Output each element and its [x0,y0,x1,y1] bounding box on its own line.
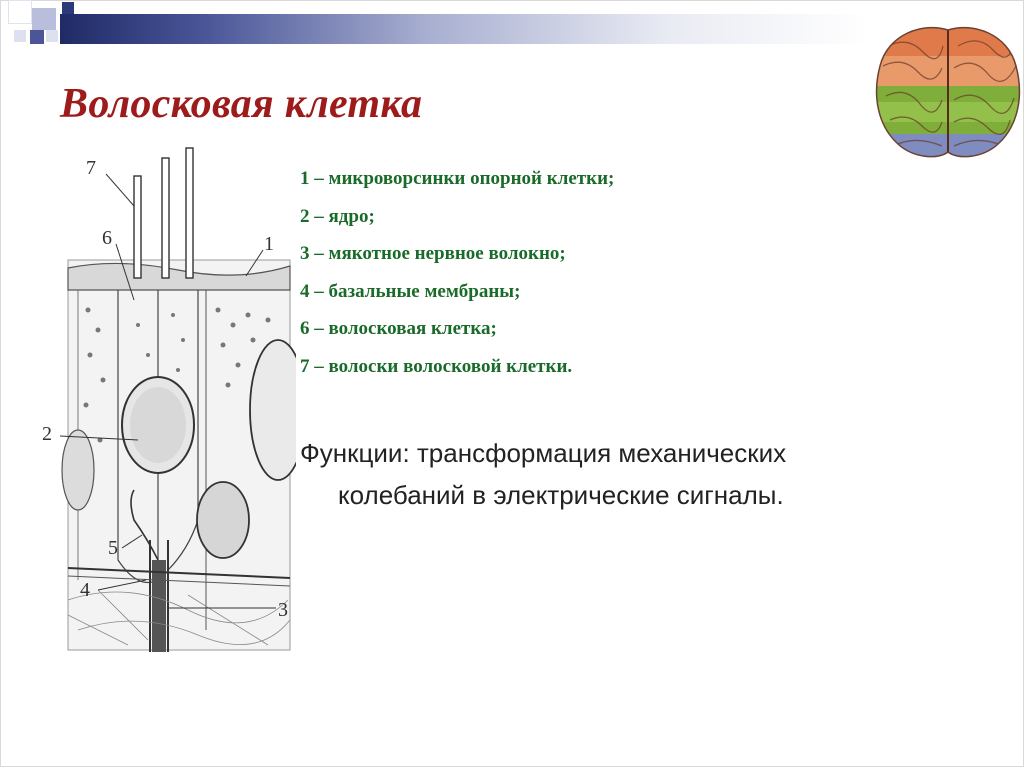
legend-list [300,168,614,394]
figure-label-4: 4 [80,579,90,601]
hair-cell-diagram [38,140,296,652]
legend-item: 4 – базальные мембраны; [300,280,521,302]
figure-label-2: 2 [42,423,52,445]
legend-item: 6 – волосковая клетка; [300,318,497,340]
figure-label-5: 5 [108,537,118,559]
deco-square-mid [30,30,44,44]
figure-label-1: 1 [264,233,274,255]
legend-item: 7 – волоски волосковой клетки. [300,355,573,377]
legend-item: 3 – мякотное нервное волокно; [300,243,566,265]
deco-square-white [8,0,32,24]
figure-label-7: 7 [86,157,96,179]
deco-square-light [32,8,56,30]
deco-square-pale-2 [14,30,26,42]
figure-label-3: 3 [278,599,288,621]
legend-item: 1 – микроворсинки опорной клетки; [300,168,615,189]
functions-text [300,432,920,516]
functions-line-1: Функции: трансформация механических [300,438,787,468]
deco-square-pale [46,30,58,42]
legend-item: 2 – ядро; [300,205,375,227]
functions-line-2: колебаний в электрические сигналы. [338,480,784,510]
figure-label-6: 6 [102,227,112,249]
header-gradient-bar [60,14,870,44]
brain-illustration [868,16,1024,166]
deco-square-dark [62,2,74,14]
slide-title: Волосковая клетка [60,81,423,127]
